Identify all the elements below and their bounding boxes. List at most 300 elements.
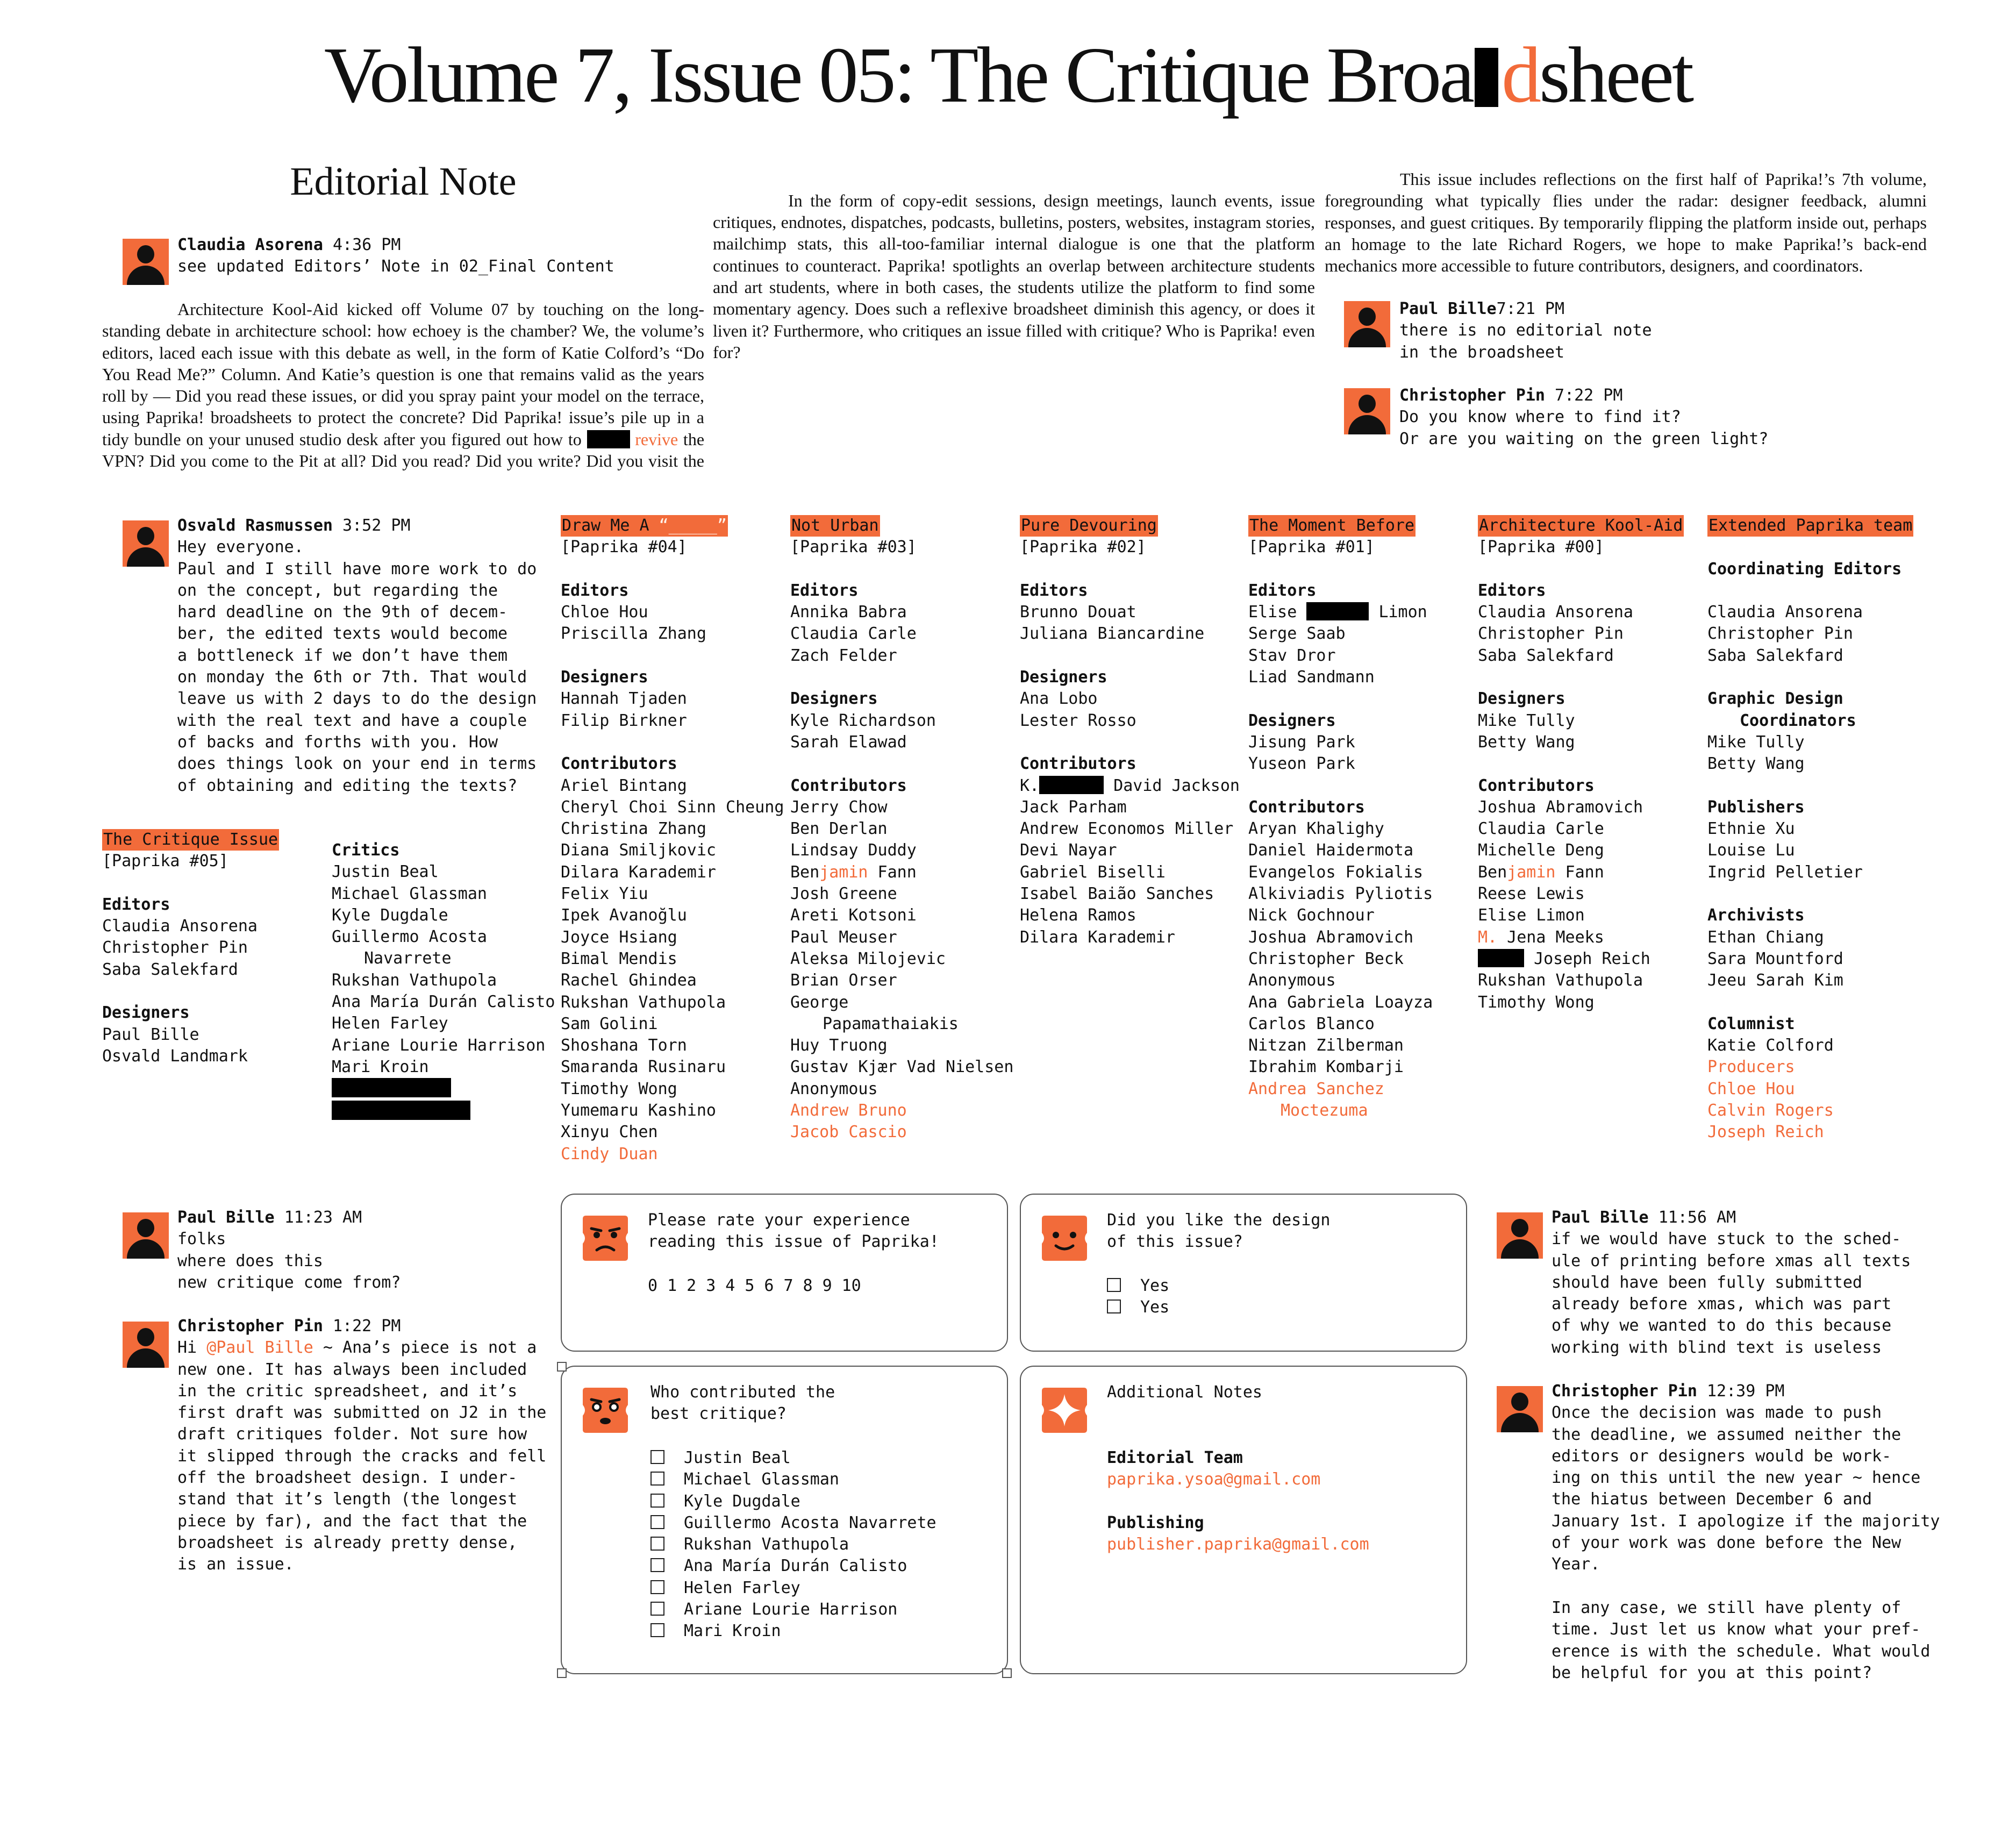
credit-name — [790, 862, 1013, 883]
credit-name: Christopher Pin — [1478, 624, 1624, 644]
name-part: Ben — [1478, 862, 1507, 882]
credit-name: Rukshan Vathupola — [332, 970, 497, 990]
section-heading: Editorial Team — [1107, 1448, 1243, 1467]
chat-message — [1552, 1381, 1971, 1684]
credit-name: Ibrahim Kombarji — [1248, 1058, 1404, 1077]
credit-name: Claudia Ansorena — [102, 917, 258, 936]
issue-number: [Paprika #01] — [1248, 538, 1375, 557]
credit-name: Helen Farley — [332, 1014, 448, 1033]
editorial-para: the VPN? Did you come to the Pit at all? Did you read? Did you write? Did you visit the — [102, 429, 704, 471]
credit-name: Saba Salekfard — [1478, 646, 1614, 665]
issue-number: [Paprika #02] — [1020, 538, 1146, 557]
chat-text: ~ Ana’s piece is not a new one. It has always been included in the critic spreadsheet, and it’s first draft was submitted on J2 in the draft critiques folder. Not sure how it slipped through the cracks and fell off the broadsheet design. I under- stand that it’s length (the longest piece by far), and the fact that the broadsheet is already pretty dense, is an issue. — [177, 1338, 547, 1574]
checkbox[interactable] — [650, 1602, 664, 1616]
credit-name: Daniel Haidermota — [1248, 841, 1414, 860]
credit-name: Moctezuma — [1281, 1101, 1368, 1120]
rating-option[interactable]: 7 — [783, 1276, 793, 1295]
option-label: Justin Beal — [684, 1448, 791, 1467]
section-heading: Publishing — [1107, 1513, 1204, 1532]
credit-name: Anonymous — [790, 1079, 878, 1098]
credit-name: Betty Wang — [1707, 754, 1805, 774]
yes-option[interactable] — [1107, 1275, 1169, 1297]
credit-name: Saba Salekfard — [102, 960, 238, 979]
credit-name: Claudia Carle — [790, 624, 917, 644]
credit-name: Betty Wang — [1478, 732, 1575, 752]
credit-name: Lindsay Duddy — [790, 841, 917, 860]
chat-text: there is no editorial note in the broadsheet — [1399, 321, 1652, 362]
chat-text: Once the decision was made to push the deadline, we assumed neither the editors or designers would be work- ing on this until the new year ~ hence the hiatus between December 6 and January 1st. I apologize if the majority of your work was done before the New Year. In any case, we still have plenty of time. Just let us know what your pref- erence is with the schedule. What would be helpful for you at this point? — [1552, 1403, 1940, 1682]
credit-name: Liad Sandmann — [1248, 668, 1375, 687]
credit-name: Andrea Sanchez — [1248, 1079, 1384, 1098]
option-label: Kyle Dugdale — [684, 1491, 800, 1511]
chat-author: Christopher Pin — [1552, 1382, 1697, 1401]
avatar — [1344, 301, 1390, 347]
name-part: Elise — [1248, 603, 1297, 622]
option-label: Helen Farley — [684, 1578, 800, 1597]
credit-name: Ethnie Xu — [1707, 819, 1795, 839]
extended-team-credits — [1707, 515, 1913, 1144]
credit-name: Papamathaiakis — [823, 1014, 959, 1033]
credit-name: Evangelos Fokialis — [1248, 862, 1424, 882]
credit-name: Diana Smiljkovic — [561, 841, 716, 860]
credit-name: Osvald Landmark — [102, 1046, 248, 1066]
option-label: Ariane Lourie Harrison — [684, 1600, 898, 1619]
credit-name: Ariane Lourie Harrison — [332, 1036, 546, 1055]
credit-name: Brian Orser — [790, 971, 897, 990]
checkbox[interactable] — [1107, 1278, 1121, 1292]
question-line: Please rate your experience — [648, 1211, 910, 1230]
credit-name: Serge Saab — [1248, 624, 1346, 644]
section-heading: Designers — [1248, 711, 1336, 730]
credit-name: Rachel Ghindea — [561, 971, 697, 990]
credit-name: Priscilla Zhang — [561, 624, 706, 644]
section-heading: Coordinating Editors — [1707, 559, 1902, 579]
chat-time: 4:36 PM — [333, 235, 401, 254]
avatar — [123, 239, 169, 285]
redaction-block — [1475, 48, 1498, 107]
sparkle-icon — [1040, 1386, 1089, 1435]
section-heading: Contributors — [1478, 776, 1595, 795]
section-heading: Contributors — [1248, 797, 1365, 817]
chat-time: 11:56 AM — [1658, 1208, 1736, 1227]
credit-name: Rukshan Vathupola — [1478, 971, 1643, 990]
credit-name: Yuseon Park — [1248, 754, 1355, 774]
surprised-face-icon — [581, 1386, 630, 1435]
name-highlight: jamin — [1507, 862, 1556, 882]
name-part: David Jackson — [1113, 776, 1240, 795]
rating-option[interactable]: 6 — [764, 1276, 774, 1295]
title-text: Volume 7, Issue 05: The Critique Broa — [324, 31, 1473, 119]
section-heading: Editors — [102, 895, 170, 914]
checkbox[interactable] — [650, 1537, 664, 1551]
critique-question — [650, 1382, 835, 1425]
section-heading: Graphic Design — [1707, 689, 1843, 709]
section-heading: Designers — [561, 668, 648, 687]
credit-name: Nitzan Zilberman — [1248, 1036, 1404, 1055]
credit-name: Timothy Wong — [1478, 993, 1595, 1012]
issue-00-credits — [1478, 515, 1684, 1013]
critique-option[interactable] — [650, 1512, 936, 1534]
chat-message — [177, 515, 554, 797]
credit-name: Christopher Beck — [1248, 949, 1404, 968]
credit-name: Chloe Hou — [561, 603, 648, 622]
credit-name: Andrew Economos Miller — [1020, 819, 1234, 839]
name-part: Fann — [868, 862, 917, 882]
credit-name: Calvin Rogers — [1707, 1101, 1834, 1120]
avatar — [1344, 388, 1390, 434]
rating-question — [648, 1210, 939, 1253]
chat-message — [1399, 298, 1883, 363]
credit-name: George — [790, 993, 849, 1012]
credit-name: Producers — [1707, 1058, 1795, 1077]
issue-03-credits — [790, 515, 1013, 1144]
credit-name: Ingrid Pelletier — [1707, 862, 1863, 882]
chat-author: Paul Bille — [1399, 299, 1497, 318]
credit-name: Ipek Avanoğlu — [561, 906, 687, 925]
credit-name: Ana Gabriela Loayza — [1248, 993, 1433, 1012]
section-heading: Designers — [102, 1003, 190, 1023]
critique-option[interactable] — [650, 1469, 936, 1490]
issue-title: Extended Paprika team — [1707, 515, 1913, 537]
rating-option[interactable]: 9 — [822, 1276, 832, 1295]
credit-name: Guillermo Acosta — [332, 927, 487, 947]
page-title — [0, 22, 2016, 129]
credit-name: Christina Zhang — [561, 819, 706, 839]
credit-name: Justin Beal — [332, 862, 439, 882]
credit-name: Carlos Blanco — [1248, 1014, 1375, 1033]
credit-name: Jeeu Sarah Kim — [1707, 971, 1843, 990]
name-part: Joseph Reich — [1534, 949, 1650, 968]
rating-option[interactable]: 8 — [803, 1276, 813, 1295]
option-label: Michael Glassman — [684, 1470, 839, 1489]
critique-option[interactable] — [650, 1620, 936, 1642]
yes-option[interactable] — [1107, 1297, 1169, 1318]
section-heading: Designers — [1020, 668, 1107, 687]
email-link[interactable]: publisher.paprika@gmail.com — [1107, 1534, 1369, 1554]
credit-name: Jack Parham — [1020, 797, 1127, 817]
option-label: Guillermo Acosta Navarrete — [684, 1513, 936, 1532]
credit-name: Yumemaru Kashino — [561, 1101, 716, 1120]
credit-name: Zach Felder — [790, 646, 897, 665]
chat-author: Osvald Rasmussen — [177, 516, 333, 535]
credit-name: Jerry Chow — [790, 797, 888, 817]
section-heading: Contributors — [561, 754, 677, 774]
option-label: Mari Kroin — [684, 1622, 781, 1641]
credit-name: Ben Derlan — [790, 819, 888, 839]
credit-name: Andrew Bruno — [790, 1101, 907, 1120]
credit-name: Joshua Abramovich — [1478, 797, 1643, 817]
editorial-column-1 — [102, 298, 704, 472]
additional-notes-card — [1020, 1366, 1467, 1674]
credit-name: Dilara Karademir — [1020, 927, 1175, 947]
issue-number: [Paprika #03] — [790, 538, 917, 557]
chat-author: Christopher Pin — [1399, 386, 1545, 405]
credit-name: Jacob Cascio — [790, 1123, 907, 1142]
chat-text: Do you know where to find it? Or are you waiting on the green light? — [1399, 408, 1769, 448]
credit-name: Paul Bille — [102, 1025, 199, 1044]
frowning-face-icon — [581, 1213, 630, 1263]
issue-title: Architecture Kool-Aid — [1478, 515, 1684, 537]
credit-name: Sarah Elawad — [790, 732, 907, 752]
chat-text: Hi — [177, 1338, 207, 1358]
issue-title: The Critique Issue — [102, 829, 279, 851]
credit-name: Mari Kroin — [332, 1057, 429, 1076]
section-heading: Editors — [1248, 581, 1317, 600]
chat-author: Paul Bille — [1552, 1208, 1649, 1227]
redaction-block — [587, 430, 630, 448]
credit-name: Mike Tully — [1478, 711, 1575, 730]
option-label: Yes — [1140, 1298, 1170, 1317]
chat-time: 1:22 PM — [333, 1317, 401, 1336]
credit-name: Louise Lu — [1707, 841, 1795, 860]
credit-name: Cheryl Choi Sinn Cheung — [561, 797, 784, 817]
avatar — [123, 1322, 169, 1368]
credit-name: Jisung Park — [1248, 732, 1355, 752]
chat-text: if we would have stuck to the sched- ule of printing before xmas all texts should have been fully submitted already before xmas, which was part of why we wanted to do this because working with blind text is useless — [1552, 1230, 1911, 1357]
name-highlight: jamin — [819, 862, 868, 882]
credit-name: Saba Salekfard — [1707, 646, 1843, 665]
credit-name: Christopher Pin — [102, 938, 248, 958]
editorial-para: Architecture Kool-Aid kicked off Volume 07 by touching on the long-standing debate in architecture school: how echoey is the chamber? We, the volume’s editors, laced each issue with this debate as well, in the form of Katie Colford’s “Do You Read Me?” Column. And Katie’s question is one that remains valid as the years roll by — Did you read these issues, or did you spray paint your model on the terrace, using Paprika! broadsheets to protect the concrete? Did Paprika! issue’s pile up in a tidy bundle on your unused studio desk after you figured out how to — [102, 299, 704, 449]
redaction-block — [1478, 949, 1524, 967]
editorial-column-2 — [713, 168, 1315, 472]
critics-list — [332, 840, 555, 1123]
checkbox[interactable] — [650, 1558, 664, 1572]
credit-name: Michelle Deng — [1478, 841, 1604, 860]
credit-name: Lester Rosso — [1020, 711, 1136, 730]
credit-name: Smaranda Rusinaru — [561, 1058, 726, 1077]
credit-name: Joyce Hsiang — [561, 927, 677, 947]
credit-name: Timothy Wong — [561, 1079, 677, 1098]
chat-message — [177, 1207, 554, 1294]
section-heading: Columnist — [1707, 1014, 1795, 1033]
chat-author: Claudia Asorena — [177, 235, 323, 254]
issue-title-blank: “_____” — [659, 516, 727, 535]
credit-name: Gabriel Biselli — [1020, 862, 1166, 882]
credit-name — [1478, 927, 1684, 948]
credit-name: Navarrete — [364, 949, 452, 968]
avatar — [1497, 1212, 1543, 1259]
design-question — [1107, 1210, 1330, 1253]
credit-name: Christopher Pin — [1707, 624, 1853, 644]
chat-text: Hey everyone. Paul and I still have more work to do on the concept, but regarding the hard deadline on the 9th of decem- ber, the edited texts would become a bottleneck if we don’t have them on monday the 6th or 7th. That would leave us with 2 days to do the design with the real text and have a couple of backs and forths with you. How does things look on your end in terms of obtaining and editing the texts? — [177, 538, 537, 795]
credit-name: Dilara Karademir — [561, 862, 716, 882]
credit-name — [1478, 948, 1684, 970]
credit-name: Gustav Kjær Vad Nielsen — [790, 1058, 1014, 1077]
credit-name: Katie Colford — [1707, 1036, 1834, 1055]
redaction-block — [332, 1101, 470, 1120]
issue-title: Not Urban — [790, 515, 880, 537]
credit-name: Shoshana Torn — [561, 1036, 687, 1055]
name-part: Limon — [1378, 603, 1427, 622]
credit-name: Brunno Douat — [1020, 603, 1136, 622]
redaction-block — [332, 1078, 451, 1097]
rating-scale[interactable] — [648, 1275, 871, 1297]
editorial-para: In the form of copy-edit sessions, design meetings, launch events, issue critiques, endnotes, dispatches, podcasts, bulletins, posters, websites, instagram stories, mailchimp stats, this all-too-familiar internal dialogue is one that the platform continues to counteract. Paprika! spotlights an overlap between architecture students and art students, where in both cases, the students utilize the platform to find some momentary agency. Does such a reflexive broadsheet diminish this agency, or does it liven it? Furthermore, who critiques an issue filled with critique? Who is Paprika! even for? — [713, 190, 1315, 362]
credit-name: Claudia Ansorena — [1707, 603, 1863, 622]
credit-name: Helena Ramos — [1020, 906, 1136, 925]
editorial-heading: Editorial Note — [290, 160, 517, 204]
chat-message — [1552, 1207, 1971, 1359]
credit-name: Ana María Durán Calisto — [332, 993, 555, 1012]
email-link[interactable]: paprika.ysoa@gmail.com — [1107, 1470, 1321, 1489]
credit-name: Filip Birkner — [561, 711, 687, 730]
option-label: Ana María Durán Calisto — [684, 1556, 907, 1576]
credit-name — [1020, 775, 1240, 797]
section-heading: Contributors — [790, 776, 907, 795]
checkbox[interactable] — [650, 1580, 664, 1594]
section-heading: Editors — [790, 581, 859, 600]
credit-name: Huy Truong — [790, 1036, 888, 1055]
credit-name: Cindy Duan — [561, 1144, 658, 1163]
rating-option[interactable]: 2 — [687, 1276, 697, 1295]
credit-name: Annika Babra — [790, 603, 907, 622]
credit-name: Kyle Dugdale — [332, 905, 448, 925]
section-heading: Publishers — [1707, 797, 1805, 817]
critique-option[interactable] — [650, 1447, 936, 1469]
section-heading: Editors — [1020, 581, 1088, 600]
credit-name: Areti Kotsoni — [790, 906, 917, 925]
rating-card — [561, 1194, 1008, 1352]
issue-number: [Paprika #00] — [1478, 538, 1604, 557]
chat-message — [177, 1316, 554, 1576]
redaction-block — [1306, 602, 1369, 620]
chat-message — [1399, 385, 1883, 450]
contact-info — [1107, 1447, 1369, 1555]
chat-time: 12:39 PM — [1707, 1382, 1785, 1401]
critique-option[interactable] — [650, 1491, 936, 1512]
credit-name: Aleksa Milojevic — [790, 949, 946, 968]
section-heading: Editors — [1478, 581, 1546, 600]
credit-name: Felix Yiu — [561, 884, 648, 904]
credit-name — [1248, 602, 1433, 623]
credit-name: Sara Mountford — [1707, 949, 1843, 968]
question-line: Who contributed the — [650, 1383, 835, 1402]
credit-name: Ana Lobo — [1020, 689, 1098, 709]
checkbox[interactable] — [650, 1623, 664, 1637]
critique-options — [650, 1447, 936, 1643]
credit-name: Josh Greene — [790, 884, 897, 904]
credit-name: Alkiviadis Pyliotis — [1248, 884, 1433, 904]
title-text-end: sheet — [1539, 31, 1692, 119]
avatar — [123, 520, 169, 567]
chat-message — [177, 234, 661, 278]
critique-option[interactable] — [650, 1599, 936, 1620]
section-heading: Designers — [790, 689, 878, 709]
section-heading: Critics — [332, 841, 400, 860]
credit-name: Aryan Khalighy — [1248, 819, 1384, 839]
credit-name — [1478, 862, 1684, 883]
issue-04-credits — [561, 515, 784, 1165]
issue-title: The Moment Before — [1248, 515, 1416, 537]
avatar — [123, 1212, 169, 1259]
name-part: Fann — [1555, 862, 1604, 882]
name-part: Ben — [790, 862, 820, 882]
chat-author: Christopher Pin — [177, 1317, 323, 1336]
redaction-block — [1039, 776, 1104, 794]
title-highlight: d — [1502, 31, 1540, 119]
critique-option[interactable] — [650, 1534, 936, 1555]
chat-time: 3:52 PM — [342, 516, 411, 535]
credit-name: Ethan Chiang — [1707, 927, 1824, 947]
issue-number: [Paprika #04] — [561, 538, 687, 557]
credit-name: Mike Tully — [1707, 732, 1805, 752]
credit-name: Elise Limon — [1478, 906, 1585, 925]
checkbox[interactable] — [650, 1515, 664, 1529]
chat-mention[interactable]: @Paul Bille — [206, 1338, 313, 1358]
question-line: Did you like the design — [1107, 1211, 1331, 1230]
checkbox[interactable] — [1107, 1300, 1121, 1313]
chat-time: 11:23 AM — [284, 1208, 362, 1227]
issue-number: [Paprika #05] — [102, 852, 228, 871]
credit-name: Claudia Ansorena — [1478, 603, 1633, 622]
name-part: K. — [1020, 776, 1040, 795]
credit-name: Paul Meuser — [790, 927, 897, 947]
credit-name: Isabel Baião Sanches — [1020, 884, 1214, 904]
credit-name: Nick Gochnour — [1248, 906, 1375, 925]
smiling-face-icon — [1040, 1213, 1089, 1263]
critique-option[interactable] — [650, 1555, 936, 1577]
chat-author: Paul Bille — [177, 1208, 275, 1227]
question-line: reading this issue of Paprika! — [648, 1232, 939, 1252]
rating-option[interactable]: 5 — [745, 1276, 755, 1295]
credit-name: Joshua Abramovich — [1248, 927, 1414, 947]
section-heading: Archivists — [1707, 906, 1805, 925]
rating-option[interactable]: 3 — [706, 1276, 716, 1295]
issue-02-credits — [1020, 515, 1240, 948]
checkbox[interactable] — [650, 1472, 664, 1486]
design-options — [1107, 1275, 1169, 1319]
question-line: of this issue? — [1107, 1232, 1243, 1252]
credit-name: Hannah Tjaden — [561, 689, 687, 709]
editorial-column-3 — [1325, 168, 1927, 276]
design-feedback-card — [1020, 1194, 1467, 1352]
name-highlight: M. — [1478, 927, 1498, 947]
credit-name: Xinyu Chen — [561, 1123, 658, 1142]
editorial-para: This issue includes reflections on the first half of Paprika!’s 7th volume, foregrounding what typically flies under the radar: designer feedback, alumni responses, and guest critiques. By temporarily flipping the platform inside out, perhaps an homage to the late Richard Rogers, we hope to make Paprika!’s back-end mechanics more accessible to future contributors, designers, and coordinators. — [1325, 169, 1927, 276]
issue-title: Draw Me A — [562, 516, 649, 535]
section-heading: Editors — [561, 581, 629, 600]
credit-name: Devi Nayar — [1020, 841, 1117, 860]
issue-05-credits — [102, 829, 279, 1067]
chat-text: see updated Editors’ Note in 02_Final Content — [177, 257, 614, 276]
credit-name: Chloe Hou — [1707, 1079, 1795, 1098]
credit-name: Anonymous — [1248, 971, 1336, 990]
issue-title: Pure Devouring — [1020, 515, 1158, 537]
checkbox[interactable] — [650, 1450, 664, 1464]
credit-name: Reese Lewis — [1478, 884, 1585, 904]
credit-name: Sam Golini — [561, 1014, 658, 1033]
editorial-highlight: revive — [635, 429, 678, 449]
credit-name: Joseph Reich — [1707, 1123, 1824, 1142]
rating-option[interactable]: 0 — [648, 1276, 658, 1295]
credit-name: Rukshan Vathupola — [561, 993, 726, 1012]
avatar — [1497, 1386, 1543, 1432]
credit-name: Michael Glassman — [332, 884, 487, 903]
credit-name: Ariel Bintang — [561, 776, 687, 795]
checkbox[interactable] — [650, 1494, 664, 1508]
rating-option[interactable]: 10 — [841, 1276, 861, 1295]
critique-option[interactable] — [650, 1577, 936, 1599]
section-heading: Contributors — [1020, 754, 1136, 774]
credit-name: Juliana Biancardine — [1020, 624, 1205, 644]
option-label: Rukshan Vathupola — [684, 1535, 849, 1554]
issue-01-credits — [1248, 515, 1433, 1122]
section-heading: Coordinators — [1740, 711, 1856, 730]
rating-option[interactable]: 4 — [725, 1276, 735, 1295]
chat-time: 7:21 PM — [1496, 299, 1565, 318]
rating-option[interactable]: 1 — [667, 1276, 677, 1295]
